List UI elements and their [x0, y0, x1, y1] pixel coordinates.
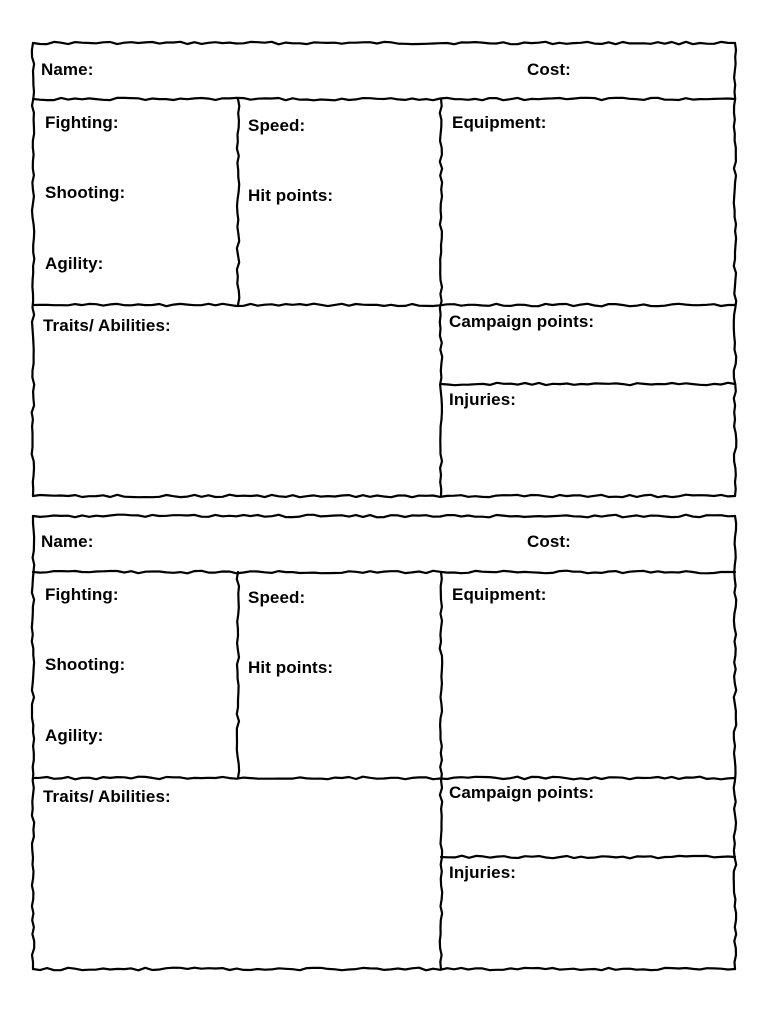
- hit-points-label: Hit points:: [248, 658, 334, 677]
- shooting-label: Shooting:: [45, 183, 126, 202]
- injuries-label: Injuries:: [449, 390, 517, 409]
- injuries-label: Injuries:: [449, 863, 517, 882]
- equipment-label: Equipment:: [452, 113, 547, 132]
- campaign-points-label: Campaign points:: [449, 312, 595, 331]
- campaign-points-label: Campaign points:: [449, 783, 595, 802]
- character-card-2: [33, 516, 735, 969]
- name-label: Name:: [41, 60, 94, 79]
- name-label: Name:: [41, 532, 94, 551]
- fighting-label: Fighting:: [45, 113, 119, 132]
- character-card-1: [33, 43, 735, 496]
- agility-label: Agility:: [45, 726, 104, 745]
- shooting-label: Shooting:: [45, 655, 126, 674]
- agility-label: Agility:: [45, 254, 104, 273]
- traits-abilities-label: Traits/ Abilities:: [43, 316, 171, 335]
- traits-abilities-label: Traits/ Abilities:: [43, 787, 171, 806]
- fighting-label: Fighting:: [45, 585, 119, 604]
- equipment-label: Equipment:: [452, 585, 547, 604]
- cost-label: Cost:: [527, 60, 571, 79]
- speed-label: Speed:: [248, 588, 306, 607]
- speed-label: Speed:: [248, 116, 306, 135]
- hit-points-label: Hit points:: [248, 186, 334, 205]
- cost-label: Cost:: [527, 532, 571, 551]
